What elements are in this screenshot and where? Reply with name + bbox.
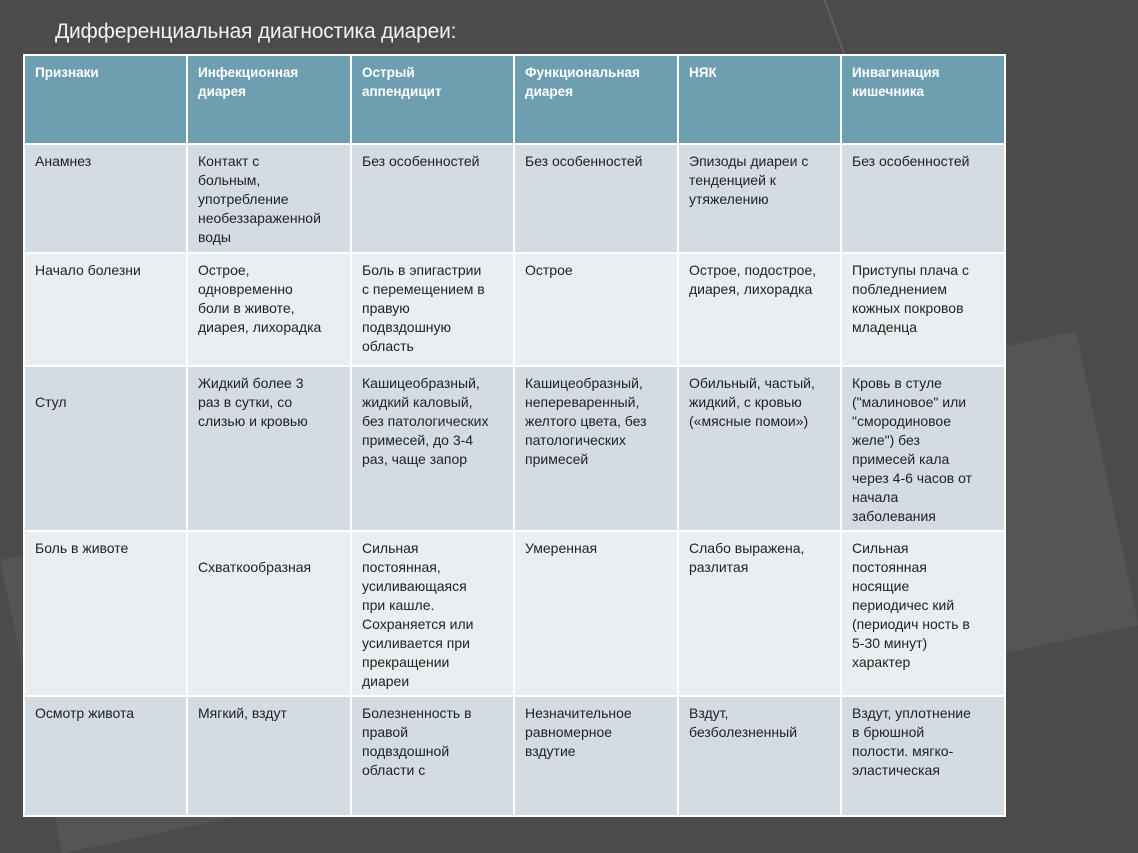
table-row	[24, 696, 1005, 816]
table-cell: Приступы плача с побледнением кожных покровов младенца	[841, 253, 1005, 366]
table-row	[24, 366, 1005, 531]
table-cell: Анамнез	[24, 144, 187, 253]
table-cell: Мягкий, вздут	[187, 696, 351, 816]
table-cell: Контакт с больным, употребление необеззараженной воды	[187, 144, 351, 253]
header-cell: Инфекционная диарея	[187, 55, 351, 144]
table-cell: Начало болезни	[24, 253, 187, 366]
table-cell: Обильный, частый, жидкий, с кровью («мясные помои»)	[678, 366, 841, 531]
table-row	[24, 253, 1005, 366]
header-cell: НЯК	[678, 55, 841, 144]
header-cell: Инвагинация кишечника	[841, 55, 1005, 144]
diagnosis-table	[23, 54, 1004, 778]
table-cell: Слабо выражена, разлитая	[678, 531, 841, 696]
table-cell: Боль в животе	[24, 531, 187, 696]
table-cell: Без особенностей	[514, 144, 678, 253]
table-cell: Боль в эпигастрии с перемещением в правую подвздошную область	[351, 253, 514, 366]
table-cell: Болезненность в правой подвздошной области с	[351, 696, 514, 816]
table-row	[24, 144, 1005, 253]
table-row	[24, 531, 1005, 696]
table-cell: Без особенностей	[351, 144, 514, 253]
table-cell: Вздут, уплотнение в брюшной полости. мягко- эластическая	[841, 696, 1005, 816]
table-cell: Стул	[24, 366, 187, 531]
table-cell: Схваткообразная	[187, 531, 351, 696]
table-cell: Эпизоды диареи с тенденцией к утяжелению	[678, 144, 841, 253]
table-cell: Сильная постоянная носящие периодичес кий (периодич ность в 5-30 минут) характер	[841, 531, 1005, 696]
table-cell: Сильная постоянная, усиливающаяся при кашле. Сохраняется или усиливается при прекращении диареи	[351, 531, 514, 696]
header-cell: Признаки	[24, 55, 187, 144]
header-cell: Острый аппендицит	[351, 55, 514, 144]
header-row	[24, 55, 1005, 144]
table-cell: Без особенностей	[841, 144, 1005, 253]
table-cell: Кашицеобразный, жидкий каловый, без патологических примесей, до 3-4 раз, чаще запор	[351, 366, 514, 531]
header-cell: Функциональная диарея	[514, 55, 678, 144]
table-cell: Кашицеобразный, непереваренный, желтого цвета, без патологических примесей	[514, 366, 678, 531]
table-cell: Осмотр живота	[24, 696, 187, 816]
table-cell: Кровь в стуле ("малиновое" или "смородиновое желе") без примесей кала через 4-6 часов от начала заболевания	[841, 366, 1005, 531]
table-cell: Острое, подострое, диарея, лихорадка	[678, 253, 841, 366]
table-cell: Вздут, безболезненный	[678, 696, 841, 816]
table-cell: Острое	[514, 253, 678, 366]
slide-title: Дифференциальная диагностика диареи:	[55, 20, 457, 43]
table-cell: Незначительное равномерное вздутие	[514, 696, 678, 816]
table-cell: Умеренная	[514, 531, 678, 696]
table-cell: Жидкий более 3 раз в сутки, со слизью и кровью	[187, 366, 351, 531]
table-cell: Острое, одновременно боли в животе, диарея, лихорадка	[187, 253, 351, 366]
